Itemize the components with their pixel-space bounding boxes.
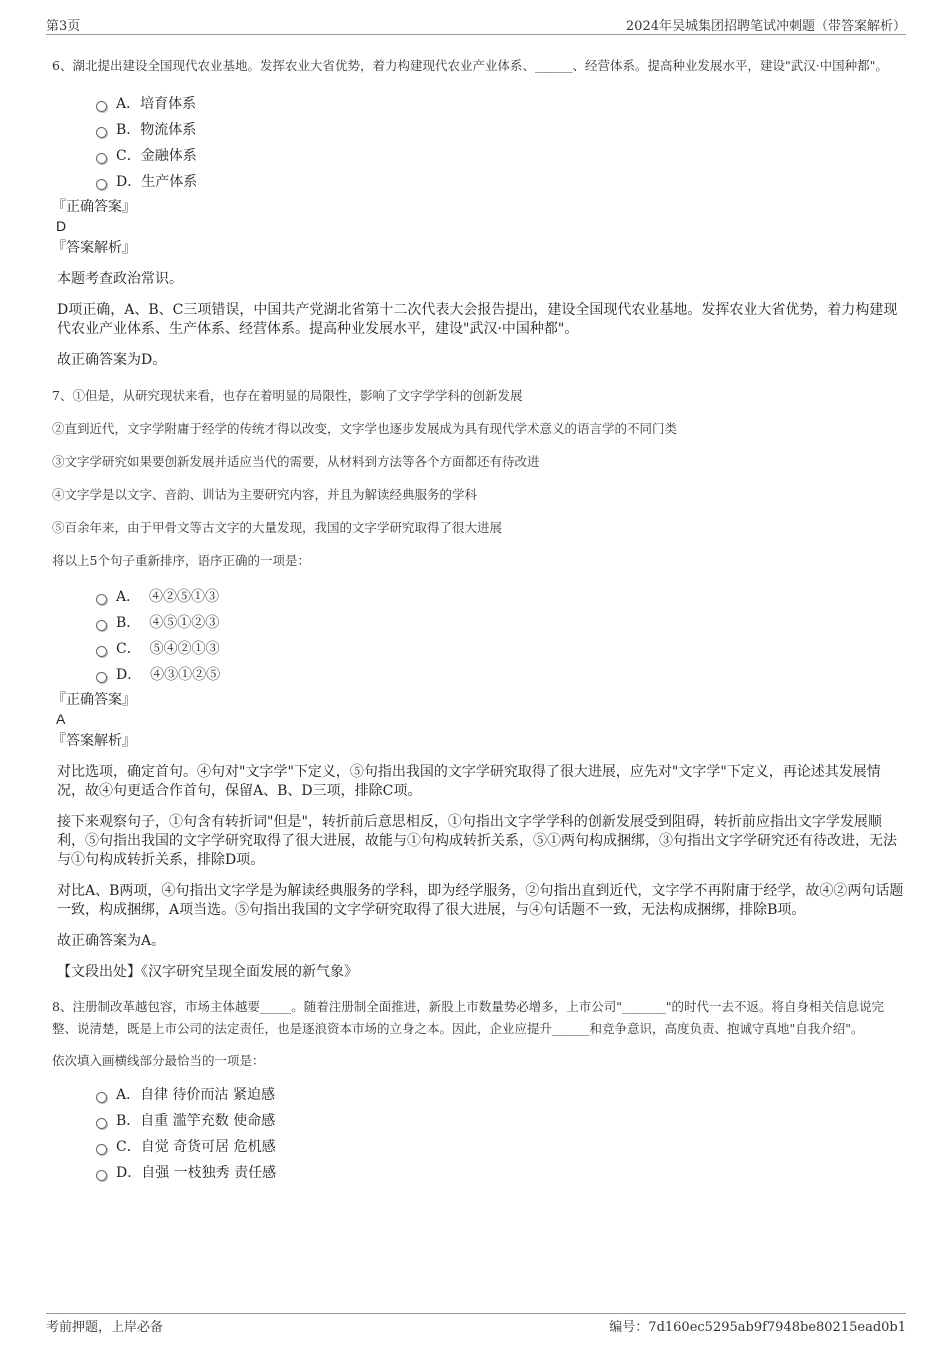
radio-icon[interactable] xyxy=(96,672,107,683)
answer-label: 『正确答案』 xyxy=(52,199,136,215)
answer-value: A xyxy=(56,711,66,727)
radio-icon[interactable] xyxy=(96,127,107,138)
question-7-options xyxy=(52,584,906,688)
question-7-line: ②直到近代，文字学附庸于经学的传统才得以改变，文字学也逐步发展成为具有现代学术意义的语言学的不同门类 xyxy=(52,421,678,436)
analysis-label: 『答案解析』 xyxy=(52,240,136,256)
option-label: A． ④②⑤①③ xyxy=(116,589,220,605)
option-b[interactable] xyxy=(52,1108,906,1134)
radio-icon[interactable] xyxy=(96,1170,107,1181)
radio-icon[interactable] xyxy=(96,153,107,164)
question-6-stem: 6、湖北提出建设全国现代农业基地。发挥农业大省优势，着力构建现代农业产业体系、______、经营体系。提高种业发展水平，建设"武汉·中国种都"。 xyxy=(52,58,888,73)
option-a[interactable] xyxy=(52,584,906,610)
question-7-prompt: 将以上5个句子重新排序，语序正确的一项是： xyxy=(52,553,310,568)
option-label: B．自重 滥竽充数 使命感 xyxy=(116,1113,276,1129)
option-a[interactable] xyxy=(52,91,906,117)
radio-icon[interactable] xyxy=(96,620,107,631)
analysis-paragraph: 对比A、B两项，④句指出文字学是为解读经典服务的学科，即为经学服务，②句指出直到近代，文字学不再附庸于经学，故④②两句话题一致，构成捆绑，A项当选。⑤句指出我国的文字学研究取得了很大进展，与④句话题不一致，无法构成捆绑，排除B项。 xyxy=(57,883,904,918)
analysis-label: 『答案解析』 xyxy=(52,733,136,749)
option-label: D．自强 一枝独秀 责任感 xyxy=(116,1165,277,1181)
document-title: 2024年吴城集团招聘笔试冲刺题（带答案解析） xyxy=(625,19,906,34)
radio-icon[interactable] xyxy=(96,1092,107,1103)
option-label: C．金融体系 xyxy=(116,148,197,164)
radio-icon[interactable] xyxy=(96,594,107,605)
document-id: 编号：7d160ec5295ab9f7948be80215ead0b1 xyxy=(609,1320,906,1335)
radio-icon[interactable] xyxy=(96,1118,107,1129)
radio-icon[interactable] xyxy=(96,101,107,112)
question-7-line: ④文字学是以文字、音韵、训诂为主要研究内容，并且为解读经典服务的学科 xyxy=(52,487,478,502)
option-d[interactable] xyxy=(52,1160,906,1186)
option-b[interactable] xyxy=(52,117,906,143)
option-label: A．自律 待价而沽 紧迫感 xyxy=(116,1087,276,1103)
option-c[interactable] xyxy=(52,1134,906,1160)
option-c[interactable] xyxy=(52,143,906,169)
analysis-paragraph: 故正确答案为A。 xyxy=(57,933,166,949)
page-content xyxy=(52,55,906,1186)
question-6-options xyxy=(52,91,906,195)
question-7-line: ⑤百余年来，由于甲骨文等古文字的大量发现，我国的文字学研究取得了很大进展 xyxy=(52,520,503,535)
analysis-paragraph: 接下来观察句子，①句含有转折词"但是"，转折前后意思相反，①句指出文字学学科的创新发展受到阻碍，转折前应指出文字学发展顺利，⑤句指出我国的文字学研究取得了很大进展，故能与①句构成转折关系，⑤①两句构成捆绑，③句指出文字学研究还有待改进，无法与①句构成转折关系，排除D项。 xyxy=(57,814,897,868)
option-label: D． ④③①②⑤ xyxy=(116,667,221,683)
page-header xyxy=(46,14,906,35)
page-number: 第3页 xyxy=(46,19,81,34)
question-8-options xyxy=(52,1082,906,1186)
analysis-paragraph: 故正确答案为D。 xyxy=(57,352,167,368)
question-7-stem: 7、①但是，从研究现状来看，也存在着明显的局限性，影响了文字学学科的创新发展 xyxy=(52,388,523,403)
page-footer xyxy=(46,1313,906,1334)
option-label: C． ⑤④②①③ xyxy=(116,641,220,657)
option-label: C．自觉 奇货可居 危机感 xyxy=(116,1139,276,1155)
radio-icon[interactable] xyxy=(96,1144,107,1155)
option-label: B． ④⑤①②③ xyxy=(116,615,220,631)
option-a[interactable] xyxy=(52,1082,906,1108)
radio-icon[interactable] xyxy=(96,646,107,657)
analysis-paragraph: D项正确，A、B、C三项错误，中国共产党湖北省第十二次代表大会报告提出，建设全国现代农业基地。发挥农业大省优势，着力构建现代农业产业体系、生产体系、经营体系。提高种业发展水平，建设"武汉·中国种都"。 xyxy=(57,302,898,337)
analysis-paragraph: 本题考查政治常识。 xyxy=(57,271,183,287)
option-d[interactable] xyxy=(52,169,906,195)
question-7-line: ③文字学研究如果要创新发展并适应当代的需要，从材料到方法等各个方面都还有待改进 xyxy=(52,454,540,469)
option-b[interactable] xyxy=(52,610,906,636)
option-label: B．物流体系 xyxy=(116,122,197,138)
option-label: A．培育体系 xyxy=(116,96,197,112)
question-8-prompt: 依次填入画横线部分最恰当的一项是： xyxy=(52,1053,265,1068)
option-c[interactable] xyxy=(52,636,906,662)
answer-value: D xyxy=(56,218,67,234)
radio-icon[interactable] xyxy=(96,179,107,190)
footer-slogan: 考前押题，上岸必备 xyxy=(46,1320,164,1335)
answer-label: 『正确答案』 xyxy=(52,692,136,708)
analysis-paragraph: 对比选项，确定首句。④句对"文字学"下定义，⑤句指出我国的文字学研究取得了很大进展，应先对"文字学"下定义，再论述其发展情况，故④句更适合作首句，保留A、B、D三项，排除C项。 xyxy=(57,764,881,799)
source-citation: 【文段出处】《汉字研究呈现全面发展的新气象》 xyxy=(57,964,358,980)
question-8-stem: 8、注册制改革越包容，市场主体越要_____。随着注册制全面推进，新股上市数量势必增多，上市公司"_______"的时代一去不返。将自身相关信息说完整、说清楚，既是上市公司的法定责任，也是逐浪资本市场的立身之本。因此，企业应提升______和竞争意识，高度负责、抱诚守真地"自我介绍"。 xyxy=(52,999,884,1036)
option-label: D．生产体系 xyxy=(116,174,198,190)
option-d[interactable] xyxy=(52,662,906,688)
